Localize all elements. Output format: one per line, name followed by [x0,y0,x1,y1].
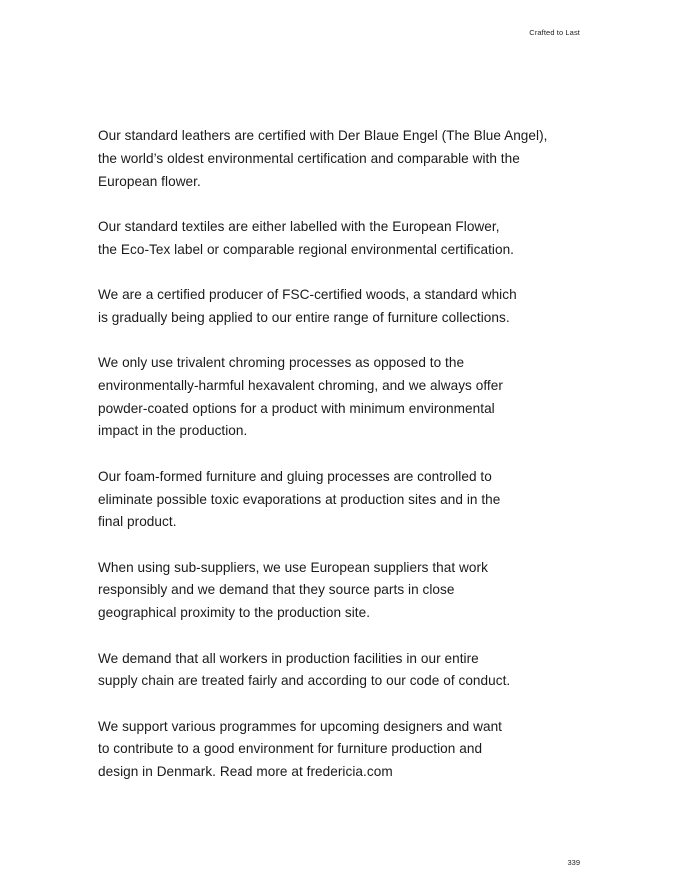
paragraph-designers: We support various programmes for upcoming designers and want to contribute to a good environment for furniture production and design in Denmark. Read more at fredericia.com [98,718,503,780]
running-header: Crafted to Last [529,28,580,37]
paragraph-chroming: We only use trivalent chroming processes as opposed to the environmentally-harmful hexavalent chroming, and we always offer powder-coated options for a product with minimum environmental impact in the production. [98,355,503,439]
paragraph-fsc-woods: We are a certified producer of FSC-certified woods, a standard which is gradually being applied to our entire range of furniture collections. [98,286,517,325]
paragraph-foam-gluing: Our foam-formed furniture and gluing processes are controlled to eliminate possible toxic evaporations at production sites and in the final product. [98,468,501,530]
paragraph-workers: We demand that all workers in production facilities in our entire supply chain are treated fairly and according to our code of conduct. [98,650,511,689]
body-text [98,125,588,807]
paragraph-leather-certification: Our standard leathers are certified with Der Blaue Engel (The Blue Angel), the world’s oldest environmental certification and comparable with the European flower. [98,128,548,189]
page-number: 339 [567,858,580,867]
paragraph-sub-suppliers: When using sub-suppliers, we use European suppliers that work responsibly and we demand that they source parts in close geographical proximity to the production site. [98,559,488,621]
paragraph-textile-certification: Our standard textiles are either labelled with the European Flower, the Eco-Tex label or comparable regional environmental certification. [98,218,515,257]
